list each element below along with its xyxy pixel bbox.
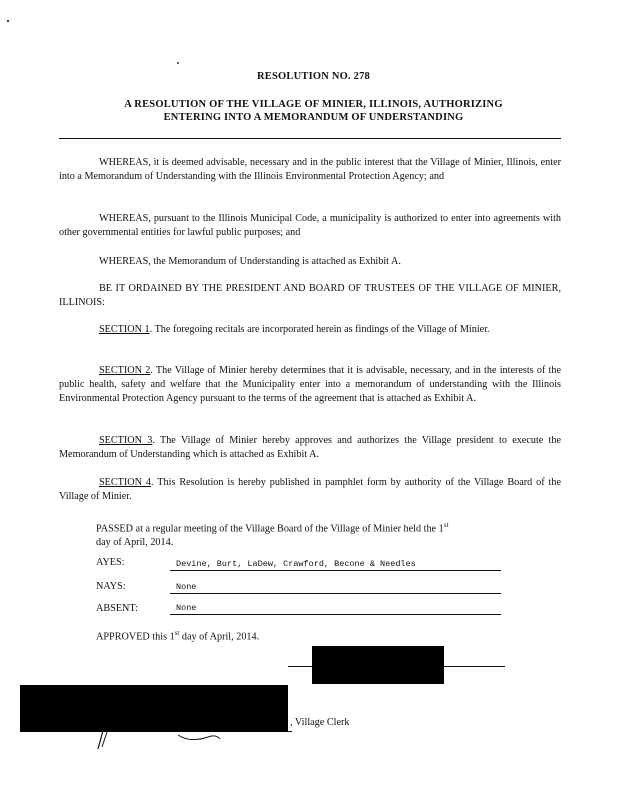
redaction-box [312,646,444,684]
ordained-clause: BE IT ORDAINED BY THE PRESIDENT AND BOARD OF TRUSTEES OF THE VILLAGE OF MINIER, ILLINOIS: [59,283,561,308]
nays-value: None [170,582,501,594]
whereas-paragraph-3: WHEREAS, the Memorandum of Understanding is attached as Exhibit A. [99,256,401,267]
section-2-text: . The Village of Minier hereby determines that it is advisable, necessary, and in the interests of the public health, safety and welfare that the Municipality enter into a memorandum of understanding with the Illinois Environmental Protection Agency pursuant to the terms of the agreement that is attached as Exhibit A. [59,365,561,404]
section-4 [59,476,561,504]
absent-value: None [170,603,501,615]
village-clerk-label: , Village Clerk [290,717,350,728]
scan-speck [7,20,9,22]
section-3-label: SECTION 3 [99,435,153,446]
signature-scribble [90,725,230,755]
passed-statement [96,518,546,550]
section-4-label: SECTION 4 [99,477,152,488]
whereas-paragraph-1: WHEREAS, it is deemed advisable, necessary and in the public interest that the Village of Minier, Illinois, enter into a Memorandum of Understanding with the Illinois Environmental Protection Agency; and [59,157,561,182]
approved-suffix: st [174,629,180,637]
resolution-title-line-2: ENTERING INTO A MEMORANDUM OF UNDERSTANDING [163,112,464,123]
section-3-text: . The Village of Minier hereby approves and authorizes the Village president to execute the Memorandum of Understanding which is attached as Exhibit A. [59,435,561,460]
resolution-title-line-1: A RESOLUTION OF THE VILLAGE OF MINIER, ILLINOIS, AUTHORIZING [124,99,503,110]
passed-line-2: day of April, 2014. [96,537,174,549]
passed-line-1: PASSED at a regular meeting of the Village Board of the Village of Minier held the 1 [96,523,444,535]
nays-label: NAYS: [96,581,126,592]
section-1-text: . The foregoing recitals are incorporated herein as findings of the Village of Minier. [149,324,490,335]
section-3 [59,434,561,462]
section-2 [59,364,561,406]
whereas-paragraph-2: WHEREAS, pursuant to the Illinois Municipal Code, a municipality is authorized to enter into agreements with other governmental entities for lawful public purposes; and [59,213,561,238]
approved-statement [96,626,259,644]
section-1 [59,323,561,337]
ayes-value: Devine, Burt, LaDew, Crawford, Becone & Needles [170,559,501,571]
section-2-label: SECTION 2 [99,365,151,376]
section-1-label: SECTION 1 [99,324,150,335]
resolution-number: RESOLUTION NO. 278 [257,71,370,82]
scan-speck [177,62,179,64]
title-divider [59,138,561,139]
passed-suffix: st [443,521,449,529]
ayes-label: AYES: [96,557,125,568]
section-4-text: . This Resolution is hereby published in pamphlet form by authority of the Village Board of the Village of Minier. [59,477,561,502]
approved-before: APPROVED this 1 [96,631,175,643]
absent-label: ABSENT: [96,603,138,614]
approved-after: day of April, 2014. [179,631,260,643]
